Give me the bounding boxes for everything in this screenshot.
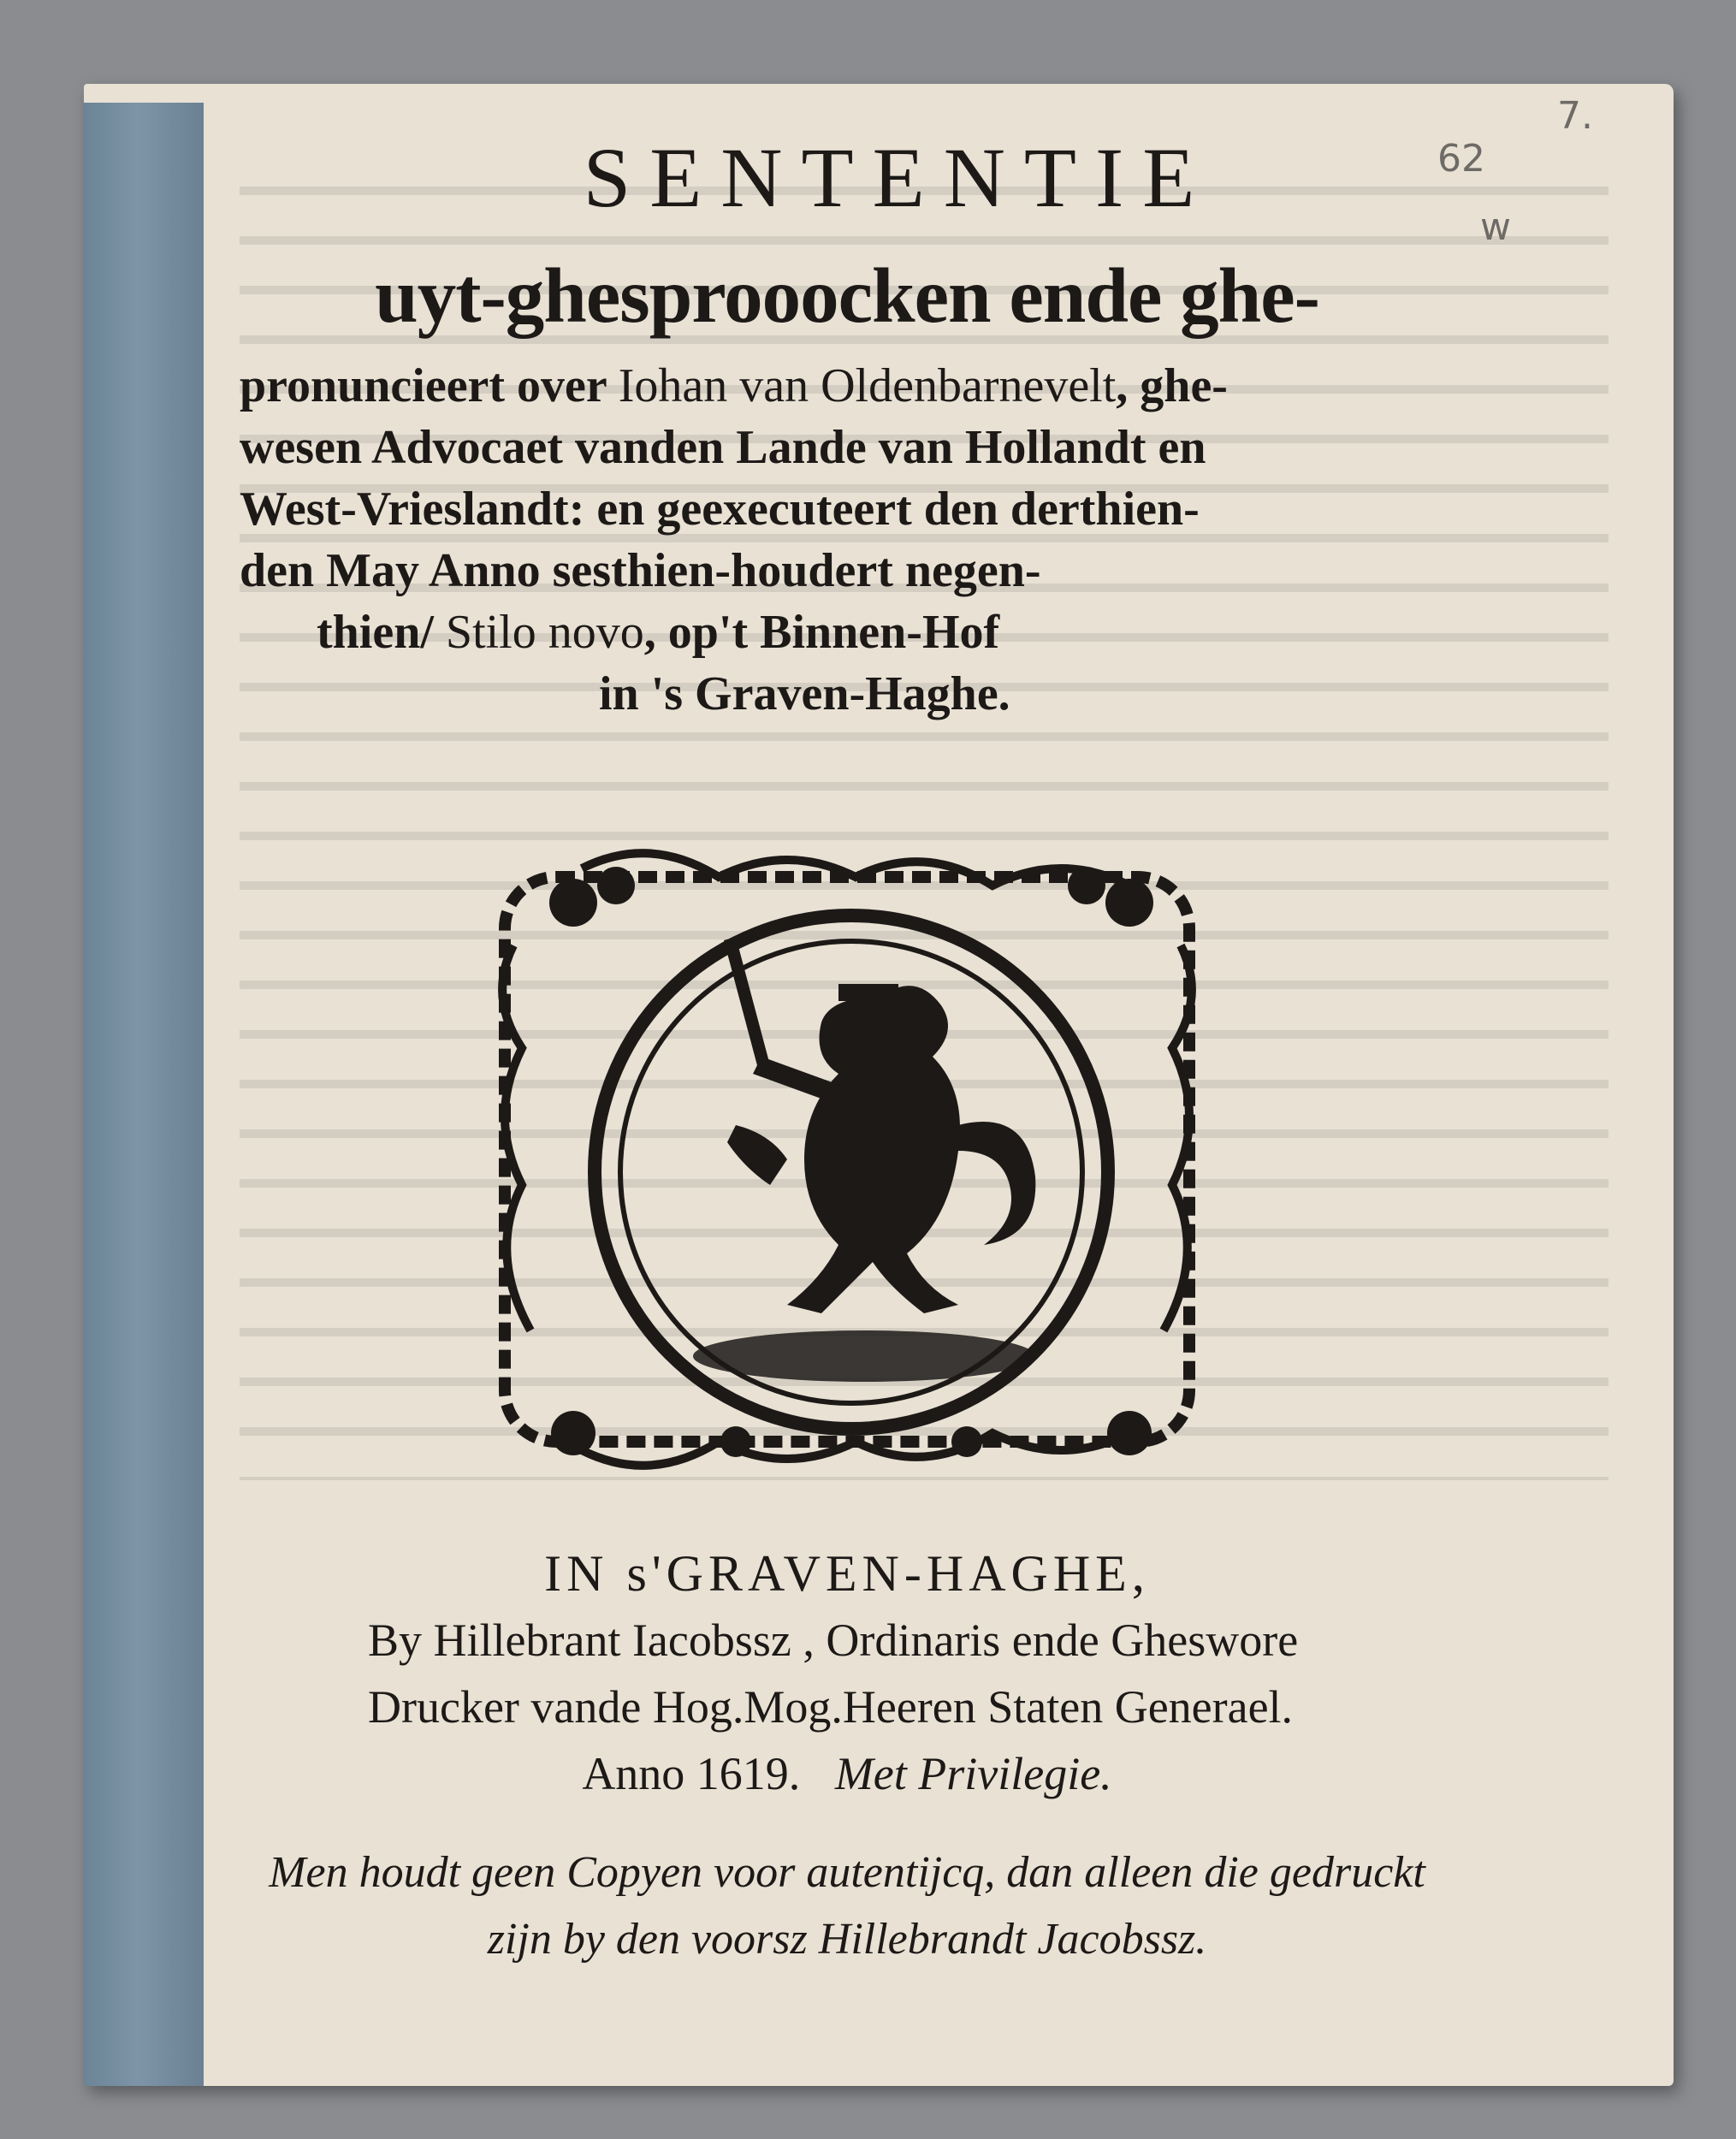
- notice-line: Men houdt geen Copyen voor autentijcq, dan alleen die gedruckt: [269, 1848, 1425, 1897]
- body-line: thien/ Stilo novo, op't Binnen-Hof: [317, 606, 1000, 659]
- document-subtitle: uyt-ghesprooocken ende ghe-: [375, 252, 1319, 339]
- imprint-privilege: Met Privilegie.: [834, 1748, 1112, 1799]
- body-line: West-Vrieslandt: en geexecuteert den derthien-: [240, 483, 1200, 536]
- lion-woodcut-emblem: [479, 843, 1223, 1476]
- body-line: in 's Graven-Haghe.: [599, 667, 1010, 720]
- blue-paper-spine: [84, 103, 204, 2086]
- imprint-printer: By Hillebrant Iacobssz , Ordinaris ende Gheswore: [368, 1615, 1299, 1666]
- body-line: wesen Advocaet vanden Lande van Hollandt en: [240, 421, 1206, 474]
- imprint-city: IN s'GRAVEN-HAGHE,: [544, 1545, 1150, 1602]
- body-line: den May Anno sesthien-houdert negen-: [240, 544, 1041, 597]
- imprint-year: Anno 1619.: [582, 1748, 801, 1799]
- body-line: pronuncieert over Iohan van Oldenbarnevelt, ghe-: [240, 359, 1228, 412]
- authenticity-notice: [240, 1840, 1455, 1973]
- imprint-block: [240, 1540, 1455, 1807]
- pencil-page-number: 7.: [1557, 94, 1593, 138]
- imprint-printer-title: Drucker vande Hog.Mog.Heeren Staten Generael.: [368, 1681, 1294, 1733]
- pencil-number: 62: [1437, 137, 1485, 181]
- pencil-letter: w: [1480, 205, 1511, 249]
- notice-line: zijn by den voorsz Hillebrandt Jacobssz.: [487, 1915, 1207, 1964]
- imprint-date-line: [240, 1740, 1455, 1807]
- title-body-text: [240, 355, 1455, 725]
- document-title: SENTENTIE: [583, 130, 1214, 225]
